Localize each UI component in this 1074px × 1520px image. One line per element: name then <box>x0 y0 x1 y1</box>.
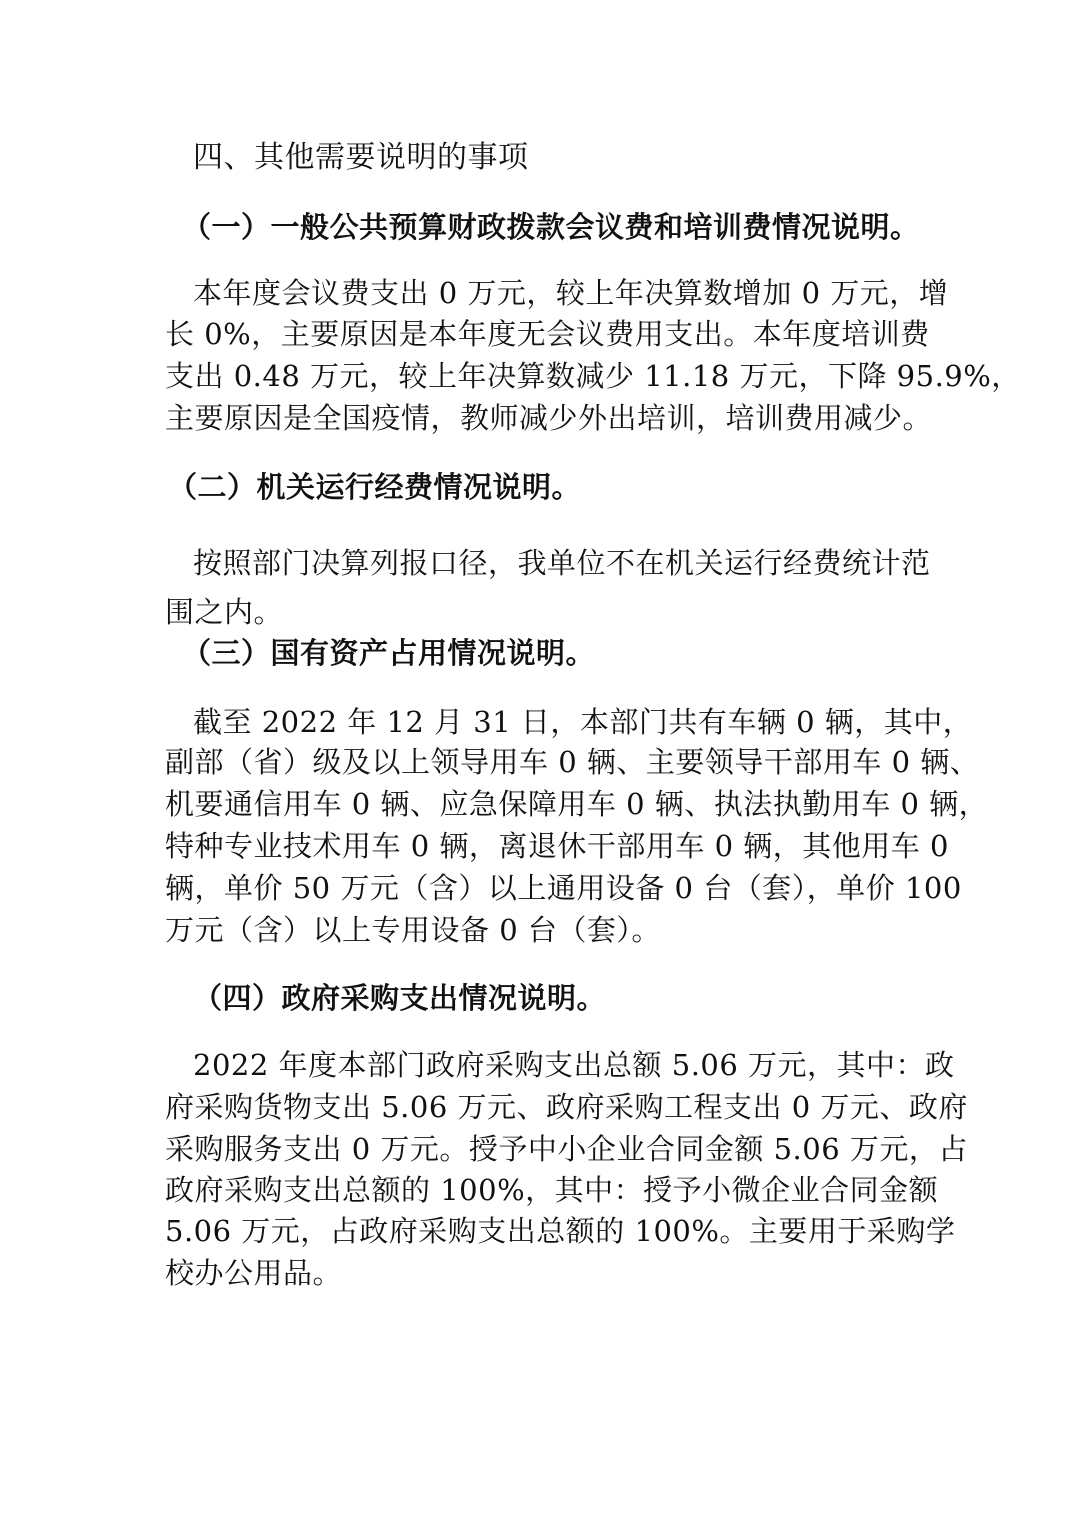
section-title: 四、其他需要说明的事项 <box>193 140 529 175</box>
paragraph-line: 府采购货物支出 5.06 万元、政府采购工程支出 0 万元、政府 <box>165 1090 968 1124</box>
paragraph-line: 本年度会议费支出 0 万元，较上年决算数增加 0 万元，增 <box>193 276 949 310</box>
paragraph-line: 主要原因是全国疫情，教师减少外出培训，培训费用减少。 <box>165 401 933 435</box>
subheading-3: （三）国有资产占用情况说明。 <box>182 636 596 670</box>
subheading-1: （一）一般公共预算财政拨款会议费和培训费情况说明。 <box>182 210 920 244</box>
paragraph-line: 支出 0.48 万元，较上年决算数减少 11.18 万元，下降 95.9%， <box>165 359 1021 393</box>
paragraph-line: 围之内。 <box>165 595 284 629</box>
paragraph-line: 5.06 万元，占政府采购支出总额的 100%。主要用于采购学 <box>165 1214 956 1248</box>
subheading-4: （四）政府采购支出情况说明。 <box>193 981 607 1015</box>
paragraph-line: 截至 2022 年 12 月 31 日，本部门共有车辆 0 辆，其中， <box>193 705 973 739</box>
paragraph-line: 机要通信用车 0 辆、应急保障用车 0 辆、执法执勤用车 0 辆， <box>165 787 989 821</box>
paragraph-line: 采购服务支出 0 万元。授予中小企业合同金额 5.06 万元，占 <box>165 1132 968 1166</box>
paragraph-line: 辆，单价 50 万元（含）以上通用设备 0 台（套），单价 100 <box>165 871 962 905</box>
paragraph-line: 特种专业技术用车 0 辆，离退休干部用车 0 辆，其他用车 0 <box>165 829 949 863</box>
paragraph-line: 按照部门决算列报口径，我单位不在机关运行经费统计范 <box>193 546 931 580</box>
paragraph-line: 2022 年度本部门政府采购支出总额 5.06 万元，其中：政 <box>193 1048 955 1082</box>
paragraph-line: 万元（含）以上专用设备 0 台（套）。 <box>165 913 661 947</box>
paragraph-line: 政府采购支出总额的 100%，其中：授予小微企业合同金额 <box>165 1173 939 1207</box>
paragraph-line: 长 0%，主要原因是本年度无会议费用支出。本年度培训费 <box>165 317 930 351</box>
paragraph-line: 校办公用品。 <box>165 1256 343 1290</box>
subheading-2: （二）机关运行经费情况说明。 <box>168 470 582 504</box>
paragraph-line: 副部（省）级及以上领导用车 0 辆、主要领导干部用车 0 辆、 <box>165 745 980 779</box>
